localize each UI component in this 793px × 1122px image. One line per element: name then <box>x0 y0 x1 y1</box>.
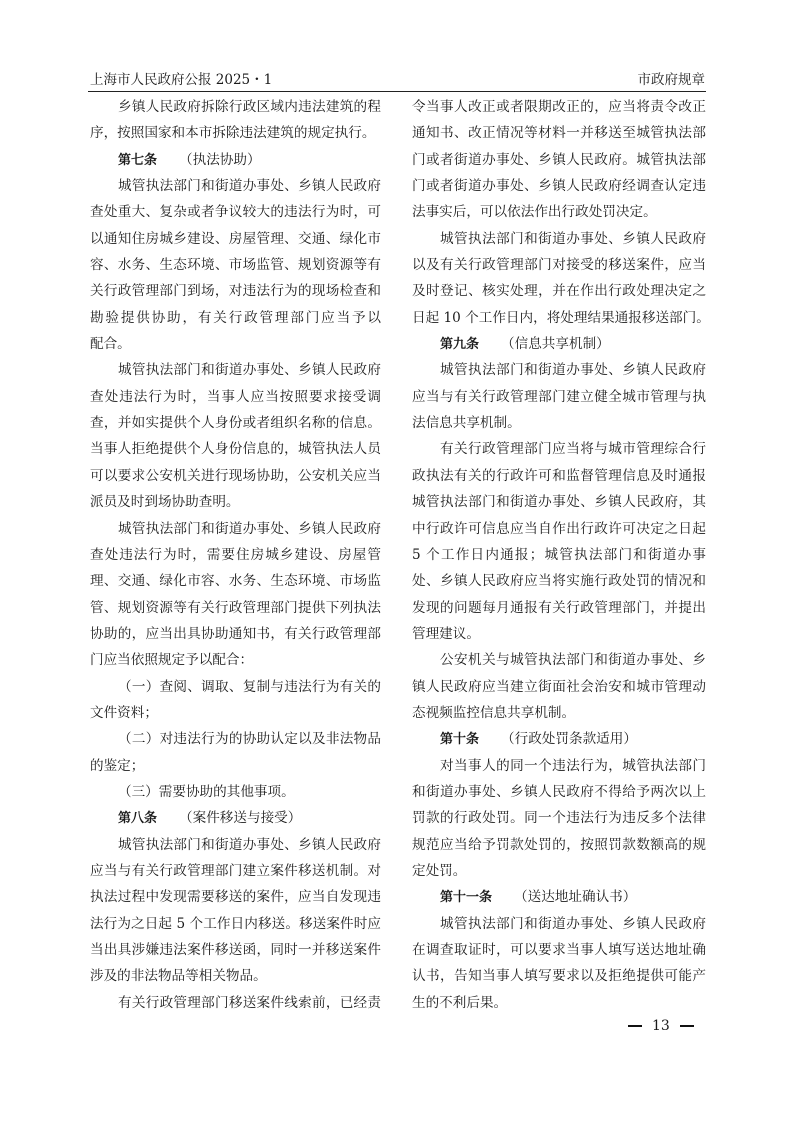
paragraph-line: 有关行政管理部门应当将与城市管理综合行 <box>440 441 706 458</box>
paragraph-line: 序，按照国家和本市拆除违法建筑的规定执行。 <box>90 125 376 142</box>
paragraph-line: （二）对违法行为的协助认定以及非法物品 <box>118 731 381 748</box>
paragraph-line: （一）查阅、调取、复制与违法行为有关的 <box>118 678 381 695</box>
left-column <box>90 94 381 1016</box>
paragraph-line: 发现的问题每月通报有关行政管理部门，并提出 <box>412 599 706 616</box>
paragraph-line: 有关行政管理部门移送案件线索前，已经责 <box>118 994 381 1011</box>
paragraph-line: 配合。 <box>90 336 131 353</box>
paragraph-line: 门或者街道办事处、乡镇人民政府。城管执法部 <box>412 151 706 168</box>
paragraph-line: 罚款的行政处罚。同一个违法行为违反多个法律 <box>412 810 706 827</box>
paragraph-line: 应当与有关行政管理部门建立案件移送机制。对 <box>90 862 381 879</box>
paragraph-line: 协助的，应当出具协助通知书，有关行政管理部 <box>90 625 381 642</box>
article-title: （执法协助） <box>179 151 261 168</box>
article-title: （案件移送与接受） <box>179 810 302 827</box>
paragraph-line: 定处罚。 <box>412 862 467 879</box>
paragraph-line: 城管执法部门和街道办事处、乡镇人民政府 <box>118 178 381 195</box>
paragraph-line: 认书，告知当事人填写要求以及拒绝提供可能产 <box>412 968 706 985</box>
paragraph-line: 和街道办事处、乡镇人民政府不得给予两次以上 <box>412 783 706 800</box>
page-number-text: 13 <box>652 1018 670 1034</box>
paragraph-line: 可以要求公安机关进行现场协助，公安机关应当 <box>90 467 381 484</box>
article-number: 第十一条 <box>440 890 493 906</box>
article-title: （信息共享机制） <box>501 336 610 353</box>
article-heading <box>412 726 706 752</box>
article-heading <box>412 884 706 910</box>
page-number <box>628 1018 694 1034</box>
running-header-publication: 上海市人民政府公报 2025・1 <box>90 72 273 88</box>
paragraph-line: 当事人拒绝提供个人身份信息的，城管执法人员 <box>90 441 381 458</box>
article-number: 第十条 <box>440 732 480 748</box>
paragraph-line: 查处重大、复杂或者争议较大的违法行为时，可 <box>90 204 381 221</box>
article-number: 第九条 <box>440 337 480 353</box>
right-column <box>412 94 710 1016</box>
paragraph-line: 城管执法部门和街道办事处、乡镇人民政府 <box>440 230 706 247</box>
paragraph-line: 城管执法部门和街道办事处、乡镇人民政府 <box>440 915 706 932</box>
paragraph-line: 城管执法部门和街道办事处、乡镇人民政府 <box>440 362 706 379</box>
paragraph-line: 态视频监控信息共享机制。 <box>412 704 576 721</box>
paragraph-line: 对当事人的同一个违法行为，城管执法部门 <box>440 757 706 774</box>
paragraph-line: 派员及时到场协助查明。 <box>90 494 240 511</box>
paragraph-line: 城管执法部门和街道办事处、乡镇人民政府 <box>118 362 381 379</box>
paragraph-line: 文件资料； <box>90 704 158 721</box>
paragraph-line: 令当事人改正或者限期改正的，应当将责令改正 <box>412 99 706 115</box>
running-header-section: 市政府规章 <box>637 72 705 88</box>
paragraph-line: 应当与有关行政管理部门建立健全城市管理与执 <box>412 388 706 405</box>
paragraph-line: 的鉴定； <box>90 757 145 774</box>
paragraph-line: 管理建议。 <box>412 625 480 642</box>
paragraph-line: （三）需要协助的其他事项。 <box>118 783 295 800</box>
paragraph-line: 规范应当给予罚款处罚的，按照罚款数额高的规 <box>412 836 706 853</box>
paragraph-line: 理、交通、绿化市容、水务、生态环境、市场监 <box>90 573 381 590</box>
paragraph-line: 门或者街道办事处、乡镇人民政府经调查认定违 <box>412 178 706 195</box>
paragraph-line: 勘验提供协助，有关行政管理部门应当予以 <box>90 309 381 326</box>
paragraph-line: 生的不利后果。 <box>412 994 508 1011</box>
paragraph-line: 以及有关行政管理部门对接受的移送案件，应当 <box>412 257 706 274</box>
article-number: 第七条 <box>118 152 158 168</box>
paragraph-line: 法事实后，可以依法作出行政处罚决定。 <box>412 204 657 221</box>
paragraph-line: 通知书、改正情况等材料一并移送至城管执法部 <box>412 125 706 142</box>
paragraph-line: 查，并如实提供个人身份或者组织名称的信息。 <box>90 415 381 432</box>
paragraph-line: 5 个工作日内通报；城管执法部门和街道办事 <box>412 546 706 563</box>
paragraph-line: 处、乡镇人民政府应当将实施行政处罚的情况和 <box>412 573 706 590</box>
article-heading <box>90 147 381 173</box>
paragraph-line: 城管执法部门和街道办事处、乡镇人民政府，其 <box>412 494 706 511</box>
article-number: 第八条 <box>118 811 158 827</box>
paragraph-line: 政执法有关的行政许可和监督管理信息及时通报 <box>412 467 706 484</box>
paragraph-line: 法行为之日起 5 个工作日内移送。移送案件时应 <box>90 915 381 932</box>
paragraph-line: 乡镇人民政府拆除行政区域内违法建筑的程 <box>118 99 381 115</box>
dash-right <box>680 1025 694 1027</box>
paragraph-line: 城管执法部门和街道办事处、乡镇人民政府 <box>118 836 381 853</box>
paragraph-line: 当出具涉嫌违法案件移送函，同时一并移送案件 <box>90 942 381 958</box>
paragraph-line: 门应当依照规定予以配合： <box>90 652 254 669</box>
paragraph-line: 涉及的非法物品等相关物品。 <box>90 968 267 985</box>
article-title: （行政处罚条款适用） <box>501 731 637 748</box>
paragraph-line: 查处违法行为时，当事人应当按照要求接受调 <box>90 388 381 405</box>
paragraph-line: 日起 10 个工作日内，将处理结果通报移送部门。 <box>412 309 710 326</box>
paragraph-line: 城管执法部门和街道办事处、乡镇人民政府 <box>118 520 381 537</box>
paragraph-line: 管、规划资源等有关行政管理部门提供下列执法 <box>90 599 381 616</box>
paragraph-line: 中行政许可信息应当自作出行政许可决定之日起 <box>412 520 706 537</box>
dash-left <box>628 1025 642 1027</box>
paragraph-line: 查处违法行为时，需要住房城乡建设、房屋管 <box>90 546 381 563</box>
header-rule <box>88 91 706 92</box>
paragraph-line: 法信息共享机制。 <box>412 415 521 432</box>
paragraph-line: 以通知住房城乡建设、房屋管理、交通、绿化市 <box>90 230 381 247</box>
article-title: （送达地址确认书） <box>514 889 637 906</box>
paragraph-line: 镇人民政府应当建立街面社会治安和城市管理动 <box>412 678 706 695</box>
article-heading <box>412 331 706 357</box>
paragraph-line: 在调查取证时，可以要求当事人填写送达地址确 <box>412 942 706 958</box>
paragraph-line: 容、水务、生态环境、市场监管、规划资源等有 <box>90 257 381 274</box>
paragraph-line: 及时登记、核实处理，并在作出行政处理决定之 <box>412 283 706 300</box>
article-heading <box>90 805 381 831</box>
paragraph-line: 执法过程中发现需要移送的案件，应当自发现违 <box>90 889 381 906</box>
paragraph-line: 公安机关与城管执法部门和街道办事处、乡 <box>440 652 706 669</box>
paragraph-line: 关行政管理部门到场，对违法行为的现场检查和 <box>90 283 381 300</box>
